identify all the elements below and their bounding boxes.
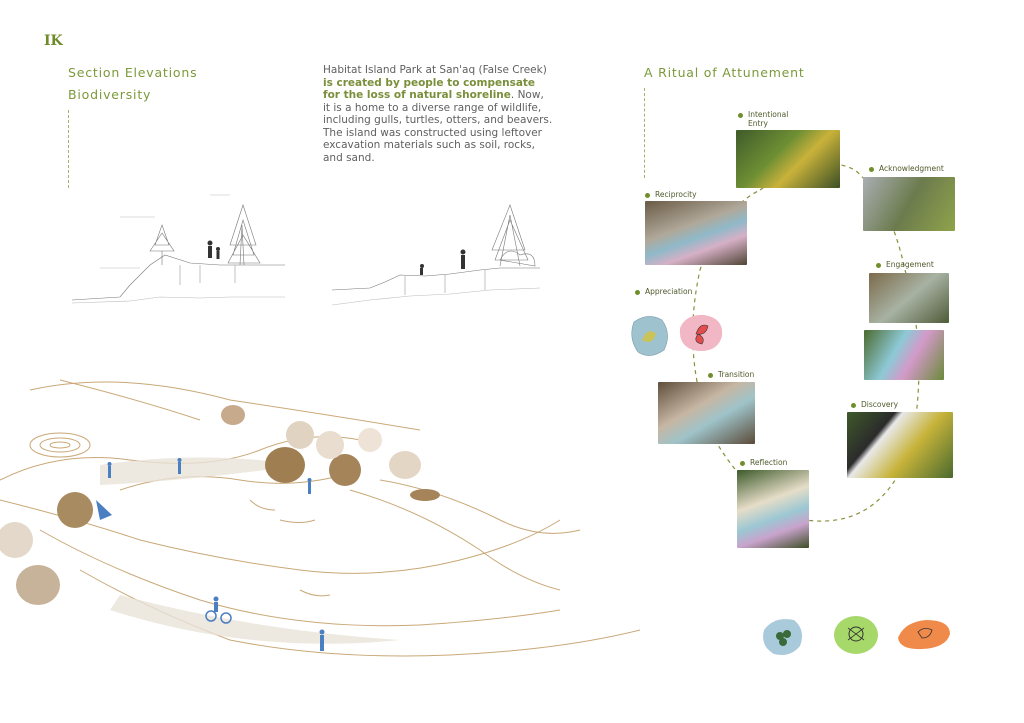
photo-transition [658, 382, 755, 444]
painted-stone-icon [832, 614, 880, 656]
photo-reciprocity [645, 201, 747, 265]
section-elevation-sketch-2 [330, 200, 545, 320]
dot-icon [876, 263, 881, 268]
dot-icon [740, 461, 745, 466]
dot-icon [635, 290, 640, 295]
dot-icon [869, 167, 874, 172]
photo-reflection [737, 470, 809, 548]
heading-biodiversity: Biodiversity [68, 87, 152, 102]
dot-icon [708, 373, 713, 378]
photo-intentional-entry [736, 130, 840, 188]
heading-section-elevations: Section Elevations [68, 65, 198, 80]
dashed-divider-left [68, 110, 69, 188]
step-reflection: Reflection [740, 458, 787, 467]
intro-bold-text: is created by people to compensate for the loss of natural shoreline [323, 76, 536, 101]
step-acknowledgment: Acknowledgment [869, 164, 944, 173]
landscape-sketch [0, 370, 650, 670]
painted-stone-icon [628, 312, 672, 360]
heading-ritual-of-attunement: A Ritual of Attunement [644, 65, 805, 80]
step-appreciation: Appreciation [635, 287, 692, 296]
photo-engagement-stones [864, 330, 944, 380]
step-intentional-entry: Intentional Entry [738, 110, 796, 128]
logo: IK [44, 33, 63, 49]
step-engagement: Engagement [876, 260, 934, 269]
painted-stone-icon [896, 616, 952, 652]
step-transition: Transition [708, 370, 754, 379]
section-elevation-sketch-1 [70, 185, 290, 305]
dot-icon [851, 403, 856, 408]
step-reciprocity: Reciprocity [645, 190, 697, 199]
intro-paragraph [323, 64, 553, 164]
dot-icon [645, 193, 650, 198]
intro-rest-text: . Now, it is a home to a diverse range of wildlife, including gulls, turtles, otters, and beavers. The island was constructed using leftover excavation materials such as soil, rocks, and sand. [323, 89, 553, 164]
painted-stone-icon [760, 616, 806, 658]
photo-engagement [869, 273, 949, 323]
photo-discovery [847, 412, 953, 478]
intro-line-1: Habitat Island Park at San'aq (False Creek) [323, 64, 547, 76]
step-discovery: Discovery [851, 400, 898, 409]
photo-acknowledgment [863, 177, 955, 231]
dot-icon [738, 113, 743, 118]
painted-stone-icon [676, 312, 726, 354]
